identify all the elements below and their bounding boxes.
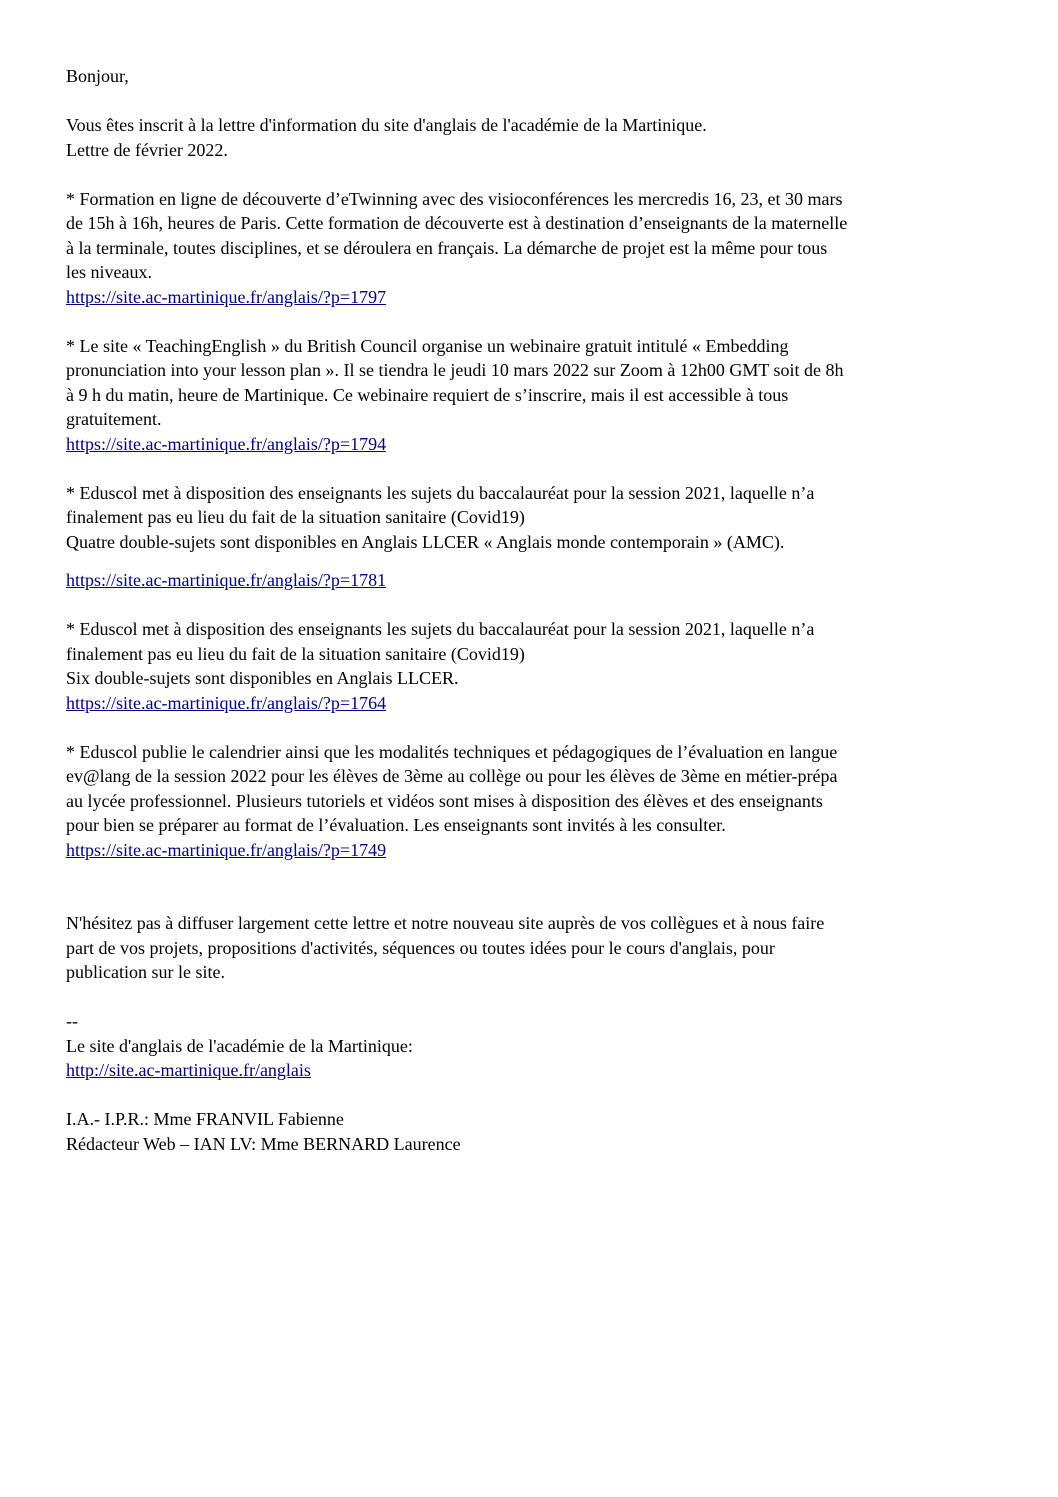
link-line <box>66 691 998 716</box>
link-line <box>66 432 998 457</box>
text-line: N'hésitez pas à diffuser largement cette lettre et notre nouveau site auprès de vos collègues et à nous faire <box>66 913 825 933</box>
blank-line <box>66 309 998 334</box>
email-body <box>66 64 998 1156</box>
link-line <box>66 1058 998 1083</box>
text-line: finalement pas eu lieu du fait de la situation sanitaire (Covid19) <box>66 643 525 664</box>
text-line: finalement pas eu lieu du fait de la situation sanitaire (Covid19) <box>66 507 525 527</box>
text-line: Rédacteur Web – IAN LV: Mme BERNARD Laurence <box>66 1133 461 1154</box>
link-line <box>66 285 998 310</box>
blank-line <box>66 715 998 740</box>
blank-line <box>66 89 998 114</box>
text-line: Lettre de février 2022. <box>66 139 228 160</box>
text-line: Bonjour, <box>66 66 129 86</box>
text-line: * Eduscol publie le calendrier ainsi que les modalités techniques et pédagogiques de l’évaluation en langue <box>66 741 838 762</box>
link-line <box>66 568 998 593</box>
text-line: publication sur le site. <box>66 962 225 982</box>
text-line: pronunciation into your lesson plan ». Il se tiendra le jeudi 10 mars 2022 sur Zoom à 12h00 GMT soit de 8h <box>66 360 844 380</box>
blank-line <box>66 162 998 187</box>
text-line: Quatre double-sujets sont disponibles en Anglais LLCER « Anglais monde contemporain » (AMC). <box>66 531 785 552</box>
text-line: à 9 h du matin, heure de Martinique. Ce webinaire requiert de s’inscrire, mais il est accessible à tous <box>66 384 789 405</box>
text-line: * Le site « TeachingEnglish » du British Council organise un webinaire gratuit intitulé « Embedding <box>66 335 789 356</box>
text-line: les niveaux. <box>66 262 152 282</box>
text-line: I.A.- I.P.R.: Mme FRANVIL Fabienne <box>66 1109 344 1129</box>
text-line: -- <box>66 1011 78 1031</box>
blank-line <box>66 862 998 887</box>
hyperlink[interactable]: https://site.ac-martinique.fr/anglais/?p=1794 <box>66 433 387 454</box>
text-line: Vous êtes inscrit à la lettre d'information du site d'anglais de l'académie de la Martinique. <box>66 115 707 135</box>
text-line: * Eduscol met à disposition des enseignants les sujets du baccalauréat pour la session 2021, laquelle n’a <box>66 482 815 503</box>
hyperlink[interactable]: http://site.ac-martinique.fr/anglais <box>66 1060 311 1080</box>
text-line: à la terminale, toutes disciplines, et se déroulera en français. La démarche de projet est la même pour tous <box>66 237 828 258</box>
text-line: Le site d'anglais de l'académie de la Martinique: <box>66 1035 413 1056</box>
text-line: * Formation en ligne de découverte d’eTwinning avec des visioconférences les mercredis 16, 23, et 30 mars <box>66 188 843 209</box>
blank-line <box>66 1083 998 1108</box>
hyperlink[interactable]: https://site.ac-martinique.fr/anglais/?p=1764 <box>66 692 387 713</box>
blank-line <box>66 593 998 618</box>
hyperlink[interactable]: https://site.ac-martinique.fr/anglais/?p=1797 <box>66 286 387 307</box>
text-line: * Eduscol met à disposition des enseignants les sujets du baccalauréat pour la session 2021, laquelle n’a <box>66 619 815 639</box>
hyperlink[interactable]: https://site.ac-martinique.fr/anglais/?p=1749 <box>66 839 387 860</box>
text-line: ev@lang de la session 2022 pour les élèves de 3ème au collège ou pour les élèves de 3ème en métier-prépa <box>66 766 838 786</box>
blank-line <box>66 887 998 912</box>
text-line: pour bien se préparer au format de l’évaluation. Les enseignants sont invités à les consulter. <box>66 815 726 835</box>
text-line: gratuitement. <box>66 409 162 429</box>
link-line <box>66 838 998 863</box>
blank-line <box>66 985 998 1010</box>
blank-line <box>66 554 998 568</box>
text-line: Six double-sujets sont disponibles en Anglais LLCER. <box>66 668 459 688</box>
text-line: au lycée professionnel. Plusieurs tutoriels et vidéos sont mises à disposition des élèves et des enseignants <box>66 790 823 811</box>
text-line: part de vos projets, propositions d'activités, séquences ou toutes idées pour le cours d'anglais, pour <box>66 937 775 958</box>
blank-line <box>66 456 998 481</box>
text-line: de 15h à 16h, heures de Paris. Cette formation de découverte est à destination d’enseignants de la maternelle <box>66 213 848 233</box>
hyperlink[interactable]: https://site.ac-martinique.fr/anglais/?p=1781 <box>66 570 387 590</box>
